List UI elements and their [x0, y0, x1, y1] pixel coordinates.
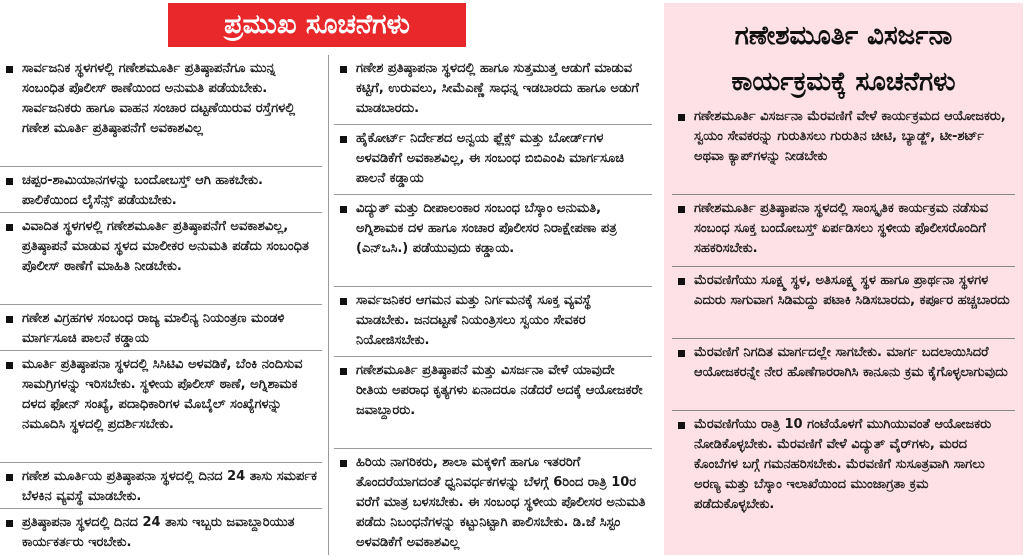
immersion-title: [664, 13, 1023, 105]
notice-text: ಮೆರವಣಿಗೆಯು ರಾತ್ರಿ 10 ಗಂಟೆಯೊಳಗೆ ಮುಗಿಯುವಂತೆ ಆಯೋಜಕರು ನೋಡಿಕೊಳ್ಳಬೇಕು. ಮೆರವಣಿಗೆ ವೇಳೆ ವಿದ್ಯುತ್ ವೈರ್‌ಗಳು, ಮರದ ಕೊಂಬೆಗಳ ಬಗ್ಗೆ ಗಮನಹರಿಸಬೇಕು. ಮೆರವಣಿಗೆ ಸುಸೂತ್ರವಾಗಿ ಸಾಗಲು ಅರಣ್ಯ ಮತ್ತು ಬೆಸ್ಕಾಂ ಇಲಾಖೆಯಿಂದ ಮುಂಜಾಗ್ರತಾ ಕ್ರಮ ಪಡೆದುಕೊಳ್ಳಬೇಕು.: [694, 417, 992, 512]
notice-item: [334, 55, 652, 125]
notice-item: [0, 351, 322, 463]
bullet-icon: [678, 422, 685, 429]
bullet-icon: [678, 278, 685, 285]
notice-item: [0, 509, 322, 555]
immersion-notice-item: [672, 339, 1015, 411]
notice-item: [0, 167, 322, 213]
bullet-icon: [340, 66, 347, 73]
notice-item: [334, 287, 652, 357]
bullet-icon: [6, 520, 13, 527]
notice-text: ಪ್ರತಿಷ್ಠಾಪನಾ ಸ್ಥಳದಲ್ಲಿ ದಿನದ 24 ತಾಸು ಇಬ್ಬರು ಜವಾಬ್ದಾರಿಯುತ ಕಾರ್ಯಕರ್ತರು ಇರಬೇಕು.: [22, 515, 295, 550]
notice-text: ಹೈಕೋರ್ಟ್ ನಿರ್ದೇಶದ ಅನ್ವಯ ಫ್ಲೆಕ್ಸ್ ಮತ್ತು ಬೋರ್ಡ್‌ಗಳ ಅಳವಡಿಕೆಗೆ ಅವಕಾಶವಿಲ್ಲ, ಈ ಸಂಬಂಧ ಬಿಬಿಎಂಪಿ ಮಾರ್ಗಸೂಚಿ ಪಾಲನೆ ಕಡ್ಡಾಯ: [356, 131, 624, 186]
bullet-icon: [678, 206, 685, 213]
notice-column-2: [334, 55, 652, 555]
bullet-icon: [340, 206, 347, 213]
immersion-notice-list: [672, 103, 1015, 543]
immersion-notice-item: [672, 195, 1015, 267]
bullet-icon: [6, 224, 13, 231]
notice-text: ಗಣೇಶ ಮೂರ್ತಿಯ ಪ್ರತಿಷ್ಠಾಪನಾ ಸ್ಥಳದಲ್ಲಿ ದಿನದ 24 ತಾಸು ಸಮರ್ಪಕ ಬೆಳಕಿನ ವ್ಯವಸ್ಥೆ ಮಾಡಬೇಕು.: [22, 469, 317, 504]
notice-item: [0, 305, 322, 351]
bullet-icon: [6, 178, 13, 185]
notice-item: [0, 213, 322, 305]
notice-text: ಗಣೇಶಮೂರ್ತಿ ವಿಸರ್ಜನಾ ಮೆರವಣಿಗೆ ವೇಳೆ ಕಾರ್ಯಕ್ರಮದ ಆಯೋಜಕರು, ಸ್ವಯಂ ಸೇವಕರನ್ನು ಗುರುತಿಸಲು ಗುರುತಿನ ಚೀಟಿ, ಬ್ಯಾಡ್ಜ್, ಟೀ-ಶರ್ಟ್ ಅಥವಾ ಕ್ಯಾಪ್‌ಗಳನ್ನು ನೀಡಬೇಕು: [694, 109, 1006, 164]
bullet-icon: [340, 136, 347, 143]
bullet-icon: [340, 368, 347, 375]
immersion-notices-section: [664, 3, 1023, 555]
notice-text: ಗಣೇಶ ಪ್ರತಿಷ್ಠಾಪನಾ ಸ್ಥಳದಲ್ಲಿ ಹಾಗೂ ಸುತ್ತಮುತ್ತ ಆಡುಗೆ ಮಾಡುವ ಕಟ್ಟಿಗೆ, ಉರುವಲು, ಸೀಮೆಎಣ್ಣೆ ಸಾಧನ್ನ ಇಡಬಾರದು ಹಾಗೂ ಅಡುಗೆ ಮಾಡಬಾರದು.: [356, 61, 639, 116]
notice-column-1: [0, 55, 322, 555]
notice-text: ಹಿರಿಯ ನಾಗರಿಕರು, ಶಾಲಾ ಮಕ್ಕಳಿಗೆ ಹಾಗೂ ಇತರರಿಗೆ ತೊಂದರೆಯಾಗದಂತೆ ಧ್ವನಿವರ್ಧಕಗಳನ್ನು ಬೆಳಗ್ಗೆ 6ರಿಂದ ರಾತ್ರಿ 10ರ ವರೆಗೆ ಮಾತ್ರ ಬಳಸಬೇಕು. ಈ ಸಂಬಂಧ ಸ್ಥಳೀಯ ಪೊಲೀಸರ ಅನುಮತಿ ಪಡೆದು ನಿಬಂಧನೆಗಳನ್ನು ಕಟ್ಟುನಿಟ್ಟಾಗಿ ಪಾಲಿಸಬೇಕು. ಡಿ.ಜೆ ಸಿಸ್ಟಂ ಅಳವಡಿಕೆಗೆ ಅವಕಾಶವಿಲ್ಲ: [356, 455, 646, 550]
immersion-title-line-1: ಗಣೇಶಮೂರ್ತಿ ವಿಸರ್ಜನಾ: [734, 21, 953, 51]
immersion-notice-item: [672, 267, 1015, 339]
immersion-notice-item: [672, 411, 1015, 543]
notice-text: ಸಾರ್ವಜನಿಕ ಸ್ಥಳಗಳಲ್ಲಿ ಗಣೇಶಮೂರ್ತಿ ಪ್ರತಿಷ್ಠಾಪನೆಗೂ ಮುನ್ನ ಸಂಬಂಧಿತ ಪೊಲೀಸ್ ಠಾಣೆಯಿಂದ ಅನುಮತಿ ಪಡೆಯಬೇಕು. ಸಾರ್ವಜನಿಕರು ಹಾಗೂ ವಾಹನ ಸಂಚಾರ ದಟ್ಟಣೆಯಿರುವ ರಸ್ತೆಗಳಲ್ಲಿ ಗಣೇಶ ಮೂರ್ತಿ ಪ್ರತಿಷ್ಠಾಪನೆಗೆ ಅವಕಾಶವಿಲ್ಲ: [22, 61, 296, 136]
bullet-icon: [6, 66, 13, 73]
notice-text: ಗಣೇಶಮೂರ್ತಿ ಪ್ರತಿಷ್ಠಾಪನಾ ಸ್ಥಳದಲ್ಲಿ ಸಾಂಸ್ಕೃತಿಕ ಕಾರ್ಯಕ್ರಮ ನಡೆಸುವ ಸಂಬಂಧ ಸೂಕ್ತ ಬಂದೋಬಸ್ತ್ ಏರ್ಪಡಿಸಲು ಸ್ಥಳೀಯ ಪೊಲೀಸರೊಂದಿಗೆ ಸಹಕರಿಸಬೇಕು.: [694, 201, 989, 256]
immersion-notice-item: [672, 103, 1015, 195]
notice-item: [0, 463, 322, 509]
bullet-icon: [6, 316, 13, 323]
bullet-icon: [340, 460, 347, 467]
notice-item: [334, 357, 652, 449]
notice-item: [334, 125, 652, 195]
notice-text: ವಿದ್ಯುತ್ ಮತ್ತು ದೀಪಾಲಂಕಾರ ಸಂಬಂಧ ಬೆಸ್ಕಾಂ ಅನುಮತಿ, ಅಗ್ನಿಶಾಮಕ ದಳ ಹಾಗೂ ಸಂಚಾರ ಪೊಲೀಸರ ನಿರಾಕ್ಷೇಪಣಾ ಪತ್ರ (ಎನ್‌ಒಸಿ.) ಪಡೆಯುವುದು ಕಡ್ಡಾಯ.: [356, 201, 617, 256]
bullet-icon: [6, 474, 13, 481]
bullet-icon: [678, 114, 685, 121]
notice-text: ಗಣೇಶ ವಿಗ್ರಹಗಳ ಸಂಬಂಧ ರಾಜ್ಯ ಮಾಲಿನ್ಯ ನಿಯಂತ್ರಣ ಮಂಡಳಿ ಮಾರ್ಗಸೂಚಿ ಪಾಲನೆ ಕಡ್ಡಾಯ: [22, 311, 285, 346]
bullet-icon: [6, 362, 13, 369]
notice-text: ಮೆರವಣಿಗೆಯು ಸೂಕ್ಷ್ಮ ಸ್ಥಳ, ಅತಿಸೂಕ್ಷ್ಮ ಸ್ಥಳ ಹಾಗೂ ಪ್ರಾರ್ಥನಾ ಸ್ಥಳಗಳ ಎದುರು ಸಾಗುವಾಗ ಸಿಡಿಮದ್ದು ಪಟಾಕಿ ಸಿಡಿಸಬಾರದು, ಕರ್ಪೂರ ಹಚ್ಚಬಾರದು: [694, 273, 1010, 308]
bullet-icon: [340, 298, 347, 305]
notice-text: ಸಾರ್ವಜನಿಕರ ಆಗಮನ ಮತ್ತು ನಿರ್ಗಮನಕ್ಕೆ ಸೂಕ್ತ ವ್ಯವಸ್ಥೆ ಮಾಡಬೇಕು. ಜನದಟ್ಟಣೆ ನಿಯಂತ್ರಿಸಲು ಸ್ವಯಂ ಸೇವಕರ ನಿಯೋಜಿಸಬೇಕು.: [356, 293, 592, 348]
bullet-icon: [678, 350, 685, 357]
notice-item: [334, 449, 652, 555]
notice-text: ಗಣೇಶಮೂರ್ತಿ ಪ್ರತಿಷ್ಠಾಪನೆ ಮತ್ತು ವಿಸರ್ಜನಾ ವೇಳೆ ಯಾವುದೇ ರೀತಿಯ ಅಪರಾಧ ಕೃತ್ಯಗಳು ಏನಾದರೂ ನಡೆದರೆ ಅದಕ್ಕೆ ಆಯೋಜಕರೇ ಜವಾಬ್ದಾರರು.: [356, 363, 643, 418]
notice-item: [334, 195, 652, 287]
notice-text: ಮೆರವಣಿಗೆ ನಿಗದಿತ ಮಾರ್ಗದಲ್ಲೇ ಸಾಗಬೇಕು. ಮಾರ್ಗ ಬದಲಾಯಿಸಿದರೆ ಆಯೋಜಕರನ್ನೇ ನೇರ ಹೊಣೆಗಾರರಾಗಿಸಿ ಕಾನೂನು ಕ್ರಮ ಕೈಗೊಳ್ಳಲಾಗುವುದು: [694, 345, 1008, 380]
column-divider: [328, 55, 329, 555]
main-title: ಪ್ರಮುಖ ಸೂಚನೆಗಳು: [168, 3, 466, 47]
notice-text: ಮೂರ್ತಿ ಪ್ರತಿಷ್ಠಾಪನಾ ಸ್ಥಳದಲ್ಲಿ ಸಿಸಿಟಿವಿ ಅಳವಡಿಕೆ, ಬೆಂಕಿ ನಂದಿಸುವ ಸಾಮಗ್ರಿಗಳನ್ನು ಇರಿಸಬೇಕು. ಸ್ಥಳೀಯ ಪೊಲೀಸ್ ಠಾಣೆ, ಅಗ್ನಿಶಾಮಕ ದಳದ ಫೋನ್ ಸಂಖ್ಯೆ, ಪದಾಧಿಕಾರಿಗಳ ಮೊಬೈಲ್ ಸಂಖ್ಯೆಗಳನ್ನು ನಮೂದಿಸಿ ಸ್ಥಳದಲ್ಲಿ ಪ್ರದರ್ಶಿಸಬೇಕು.: [22, 357, 303, 432]
immersion-title-line-2: ಕಾರ್ಯಕ್ರಮಕ್ಕೆ ಸೂಚನೆಗಳು: [731, 67, 956, 97]
notice-item: [0, 55, 322, 167]
section-divider: [657, 0, 660, 557]
notice-text: ವಿವಾದಿತ ಸ್ಥಳಗಳಲ್ಲಿ ಗಣೇಶಮೂರ್ತಿ ಪ್ರತಿಷ್ಠಾಪನೆಗೆ ಅವಕಾಶವಿಲ್ಲ, ಪ್ರತಿಷ್ಠಾಪನೆ ಮಾಡುವ ಸ್ಥಳದ ಮಾಲೀಕರ ಅನುಮತಿ ಪಡೆದು ಸಂಬಂಧಿತ ಪೊಲೀಸ್ ಠಾಣೆಗೆ ಮಾಹಿತಿ ನೀಡಬೇಕು.: [22, 219, 309, 274]
notice-text: ಚಪ್ಪರ-ಶಾಮಿಯಾನಗಳನ್ನು ಬಂದೋಬಸ್ತ್ ಆಗಿ ಹಾಕಬೇಕು. ಪಾಲಿಕೆಯಿಂದ ಲೈಸೆನ್ಸ್ ಪಡೆಯಬೇಕು.: [22, 173, 263, 208]
